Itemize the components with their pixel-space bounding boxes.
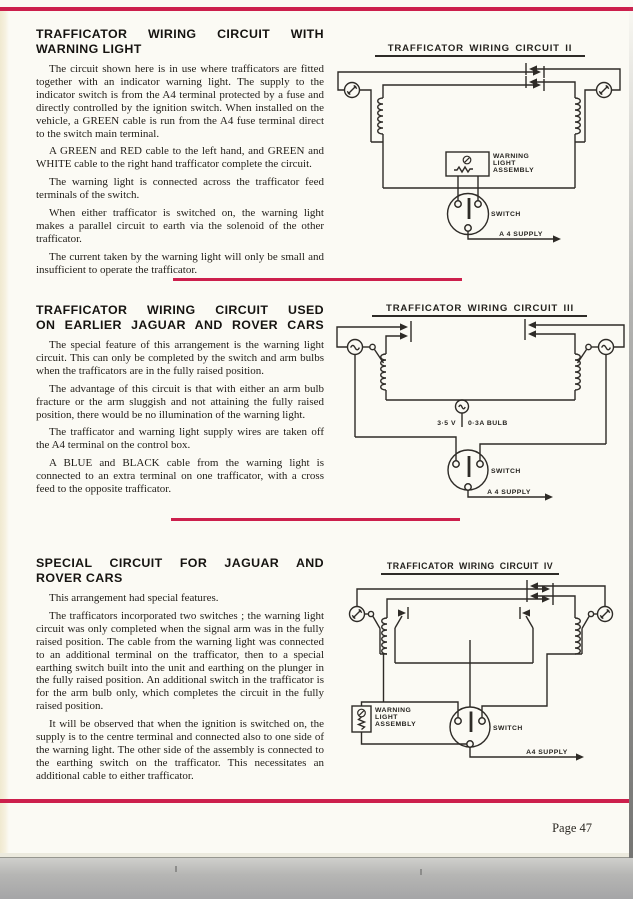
heading-line: ROVER CARS [36,571,123,585]
section-heading [36,556,324,586]
bulb-icon [598,607,613,622]
terminal-icon [465,225,471,231]
arrow-head-icon [545,493,553,500]
pilot-bulb [437,400,508,427]
arrow-head-icon [553,235,561,242]
heading-line: TRAFFICATOR WIRING CIRCUIT WITH [36,27,324,41]
terminal-icon [455,201,461,207]
heading-line: TRAFFICATOR WIRING CIRCUIT USED [36,303,324,317]
scan-artifact [420,869,422,875]
supply-arrow [468,231,561,243]
solenoid-coil-icon [575,618,580,654]
section-special-circuit [36,556,324,788]
paragraph: This arrangement had special features. [49,592,219,604]
assembly-label: LIGHT [493,160,516,167]
paragraph: A GREEN and RED cable to the left hand, and GREEN and WHITE cable to the right hand trafficator complete the circuit. [36,145,324,171]
diagram-title: TRAFFICATOR WIRING CIRCUIT III [386,303,574,314]
switch-label: SWITCH [491,211,521,218]
assembly-label: WARNING [375,707,412,714]
assembly-label: WARNING [493,153,530,160]
terminal-icon [455,718,461,724]
section-circuit-with-warning-light [36,27,324,282]
solenoid-coil-icon [378,98,383,134]
terminal-icon [475,201,481,207]
bulb-icon [348,340,363,355]
warning-light-assembly [446,152,534,201]
solenoid-coil-icon [381,354,386,390]
contact-icon [588,611,593,616]
warning-light-assembly [352,702,467,744]
paragraph: When either trafficator is switched on, the warning light makes a parallel circuit to earth via the solenoid of the other trafficator. [36,207,324,245]
solenoid-coil-icon [382,618,387,654]
arrow-head-icon [576,753,584,760]
arrow-head-icon [400,332,408,339]
switch-label: SWITCH [493,725,523,732]
resistor-icon [359,717,365,730]
cross-feed-wire [355,437,456,461]
arrow-head-icon [398,609,406,616]
scan-background-bottom [0,857,633,899]
section-heading [36,27,324,57]
contact-icon [370,344,375,349]
diagram-circuit-2 [333,38,625,253]
bus-wire [395,628,533,707]
paragraph: The circuit shown here is in use where trafficators are fitted together with an indicator warning light. The supply to the indicator switch is from the A4 terminal protected by a fuse and directly controlled by the ignition switch. When installed on the vehicle, a GREEN cable is run from the A4 fuse terminal direct to the switch main terminal. [36,63,324,140]
contact-icon [368,611,373,616]
heading-line: SPECIAL CIRCUIT FOR JAGUAR AND [36,556,324,570]
bulb-icon [345,83,360,98]
arrow-head-icon [400,323,408,330]
bulb-icon [350,607,365,622]
page-number: Page 47 [552,821,592,835]
supply-label: A 4 SUPPLY [499,231,543,238]
terminal-icon [453,461,459,467]
supply-label: A 4 SUPPLY [487,489,531,496]
bottom-rule [0,799,633,803]
trafficator-right [526,63,620,188]
cross-feed-wire [480,444,606,461]
arrow-head-icon [528,330,536,337]
assembly-label: LIGHT [375,714,398,721]
bulb-voltage-label: 3·5 V [437,420,456,427]
contact-icon [586,344,591,349]
section-earlier-jaguar-rover [36,303,324,501]
terminal-icon [479,718,485,724]
diagram-title: TRAFFICATOR WIRING CIRCUIT IV [386,561,554,571]
bulb-rating-label: 0·3A BULB [468,420,508,427]
terminal-icon [467,741,473,747]
heading-line: ON EARLIER JAGUAR AND ROVER CARS [36,318,324,332]
paragraph: The current taken by the warning light will only be small and insufficient to operate the trafficator. [36,250,324,276]
bulb-icon [599,340,614,355]
heading-line: WARNING LIGHT [36,42,142,56]
solenoid-coil-icon [575,98,580,134]
arrow-head-icon [522,609,530,616]
bulb-icon [463,156,471,164]
diagram-title: TRAFFICATOR WIRING CIRCUIT II [387,43,573,54]
supply-arrow [468,489,553,501]
paragraph: It will be observed that when the ignition is switched on, the supply is to the centre terminal and connected also to one side of the warning light. The other side of the assembly is connected to the earthing switch on the trafficator. This necessitates an additional cable to either trafficator. [36,718,324,782]
trafficator-left [350,583,554,702]
trafficator-left [337,321,411,437]
earthing-switch-arm [526,616,533,628]
switch-label: SWITCH [491,468,521,475]
resistor-icon [454,167,473,172]
terminal-icon [477,461,483,467]
section-divider-rule [171,518,460,521]
paragraph: The warning light is connected across the trafficator feed terminals of the switch. [36,176,324,202]
bulb-icon [597,83,612,98]
paragraph: The advantage of this circuit is that with either an arm bulb fracture or the arm sluggish and not attaining the fully raised position, there would be no illumination of the warning light. [36,382,324,421]
trafficator-right [520,580,613,654]
switch-symbol [450,707,523,747]
top-rule [0,7,633,11]
supply-arrow [470,747,584,760]
scan-edge-right [629,0,633,858]
solenoid-coil-icon [575,354,580,390]
terminal-icon [465,484,471,490]
arrow-head-icon [528,321,536,328]
paragraph: A BLUE and BLACK cable from the warning light is connected to an extra terminal on one trafficator, with a cross feed to the opposite trafficator. [36,457,324,496]
section-heading [36,303,324,333]
trafficator-right [525,319,624,444]
bulb-icon [358,709,366,717]
scan-edge-left [0,11,9,856]
assembly-label: ASSEMBLY [493,167,535,174]
diagram-circuit-4 [335,556,627,771]
paragraph: The special feature of this arrangement is the warning light circuit. This can only be completed by the switch and arm bulbs when the trafficators are in the fully raised position. [36,339,324,377]
earthing-switch-arm [395,616,402,628]
supply-label: A4 SUPPLY [526,749,568,756]
scan-artifact [175,866,177,872]
paragraph: The trafficators incorporated two switches ; the warning light circuit was only completed when the signal arm was in the fully raised position. The cable from the warning light was connected to an additional terminal on the trafficator, then to a special earthing switch built into the unit and earthing on the plunger in the fully raised position. An additional switch in the trafficator is for the arm bulb only, which completes the circuit in the fully raised position. [36,609,324,713]
assembly-label: ASSEMBLY [375,721,417,728]
diagram-circuit-3 [333,298,628,508]
switch-symbol [448,450,521,490]
paragraph: The trafficator and warning light supply wires are taken off the A4 terminal on the control box. [36,426,324,452]
